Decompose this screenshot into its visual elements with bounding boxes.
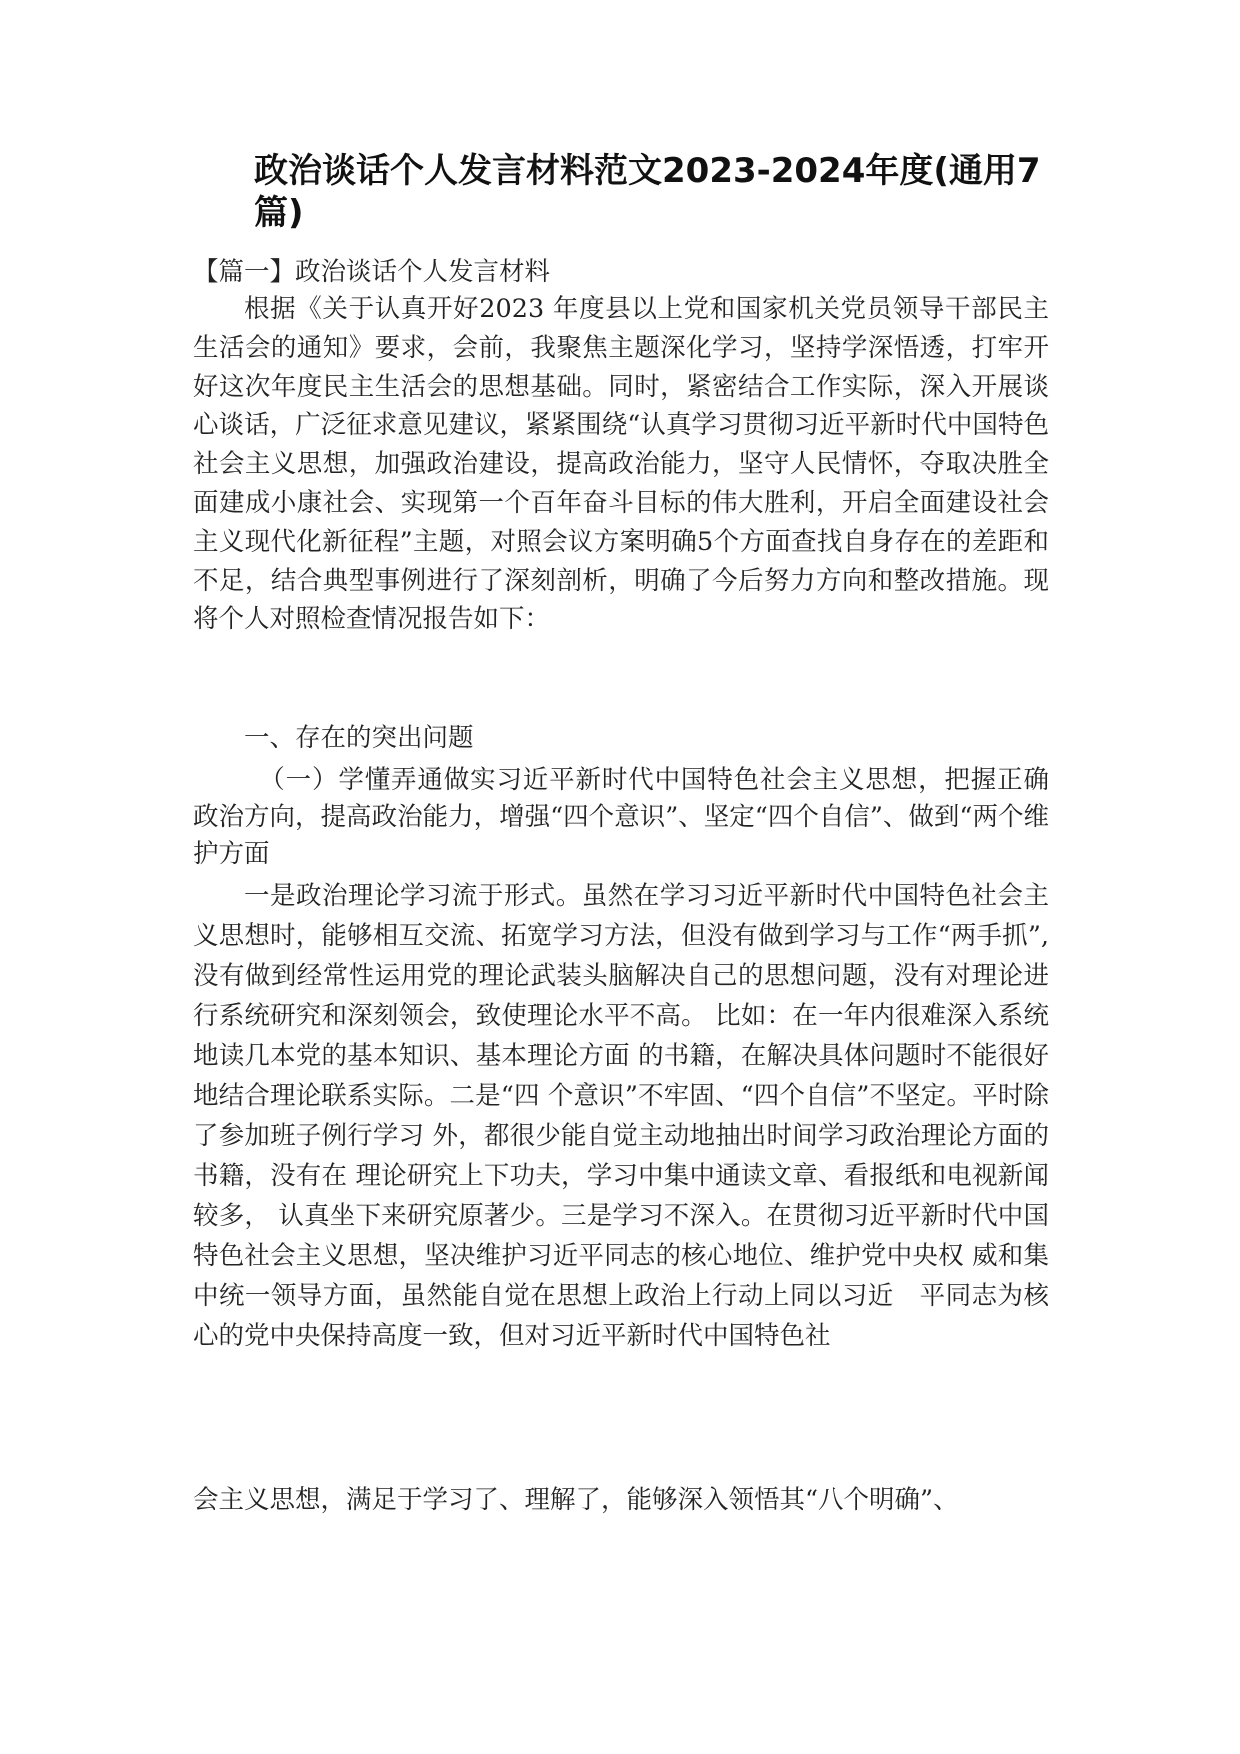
- subheading-item-one: （一）学懂弄通做实习近平新时代中国特色社会主义思想，把握正确政治方向，提高政治能力，增强“四个意识”、坚定“四个自信”、做到“两个维护方面: [193, 765, 1049, 869]
- subheading-problems: 一、存在的突出问题: [244, 723, 474, 753]
- document-title: 政治谈话个人发言材料范文2023-2024年度(通用7篇): [254, 151, 1041, 233]
- section-heading: 【篇一】政治谈话个人发言材料: [193, 257, 551, 287]
- body-paragraph-continuation: 会主义思想，满足于学习了、理解了，能够深入领悟其“八个明确”、: [193, 1485, 959, 1515]
- body-paragraph: 一是政治理论学习流于形式。虽然在学习习近平新时代中国特色社会主义思想时，能够相互交流、拓宽学习方法，但没有做到学习与工作“两手抓”,没有做到经常性运用党的理论武装头脑解决自己的思想问题，没有对理论进行系统研究和深刻领会，致使理论水平不高。 比如：在一年内很难深入系统地读几本党的基本知识、基本理论方面 的书籍，在解决具体问题时不能很好地结合理论联系实际。二是“四 个意识”不牢固、“四个自信”不坚定。平时除了参加班子例行学习 外，都很少能自觉主动地抽出时间学习政治理论方面的书籍，没有在 理论研究上下功夫，学习中集中通读文章、看报纸和电视新闻较多， 认真坐下来研究原著少。三是学习不深入。在贯彻习近平新时代中国 特色社会主义思想，坚决维护习近平同志的核心地位、维护党中央权 威和集中统一领导方面，虽然能自觉在思想上政治上行动上同以习近 平同志为核心的党中央保持高度一致，但对习近平新时代中国特色社: [193, 881, 1049, 1351]
- intro-paragraph: 根据《关于认真开好2023 年度县以上党和国家机关党员领导干部民主生活会的通知》要求，会前，我聚焦主题深化学习，坚持学深悟透，打牢开好这次年度民主生活会的思想基础。同时，紧密结合工作实际，深入开展谈心谈话，广泛征求意见建议，紧紧围绕“认真学习贯彻习近平新时代中国特色社会主义思想，加强政治建设，提高政治能力，坚守人民情怀，夺取决胜全面建成小康社会、实现第一个百年奋斗目标的伟大胜利，开启全面建设社会主义现代化新征程”主题，对照会议方案明确5个方面查找自身存在的差距和不足，结合典型事例进行了深刻剖析，明确了今后努力方向和整改措施。现将个人对照检查情况报告如下：: [193, 294, 1049, 635]
